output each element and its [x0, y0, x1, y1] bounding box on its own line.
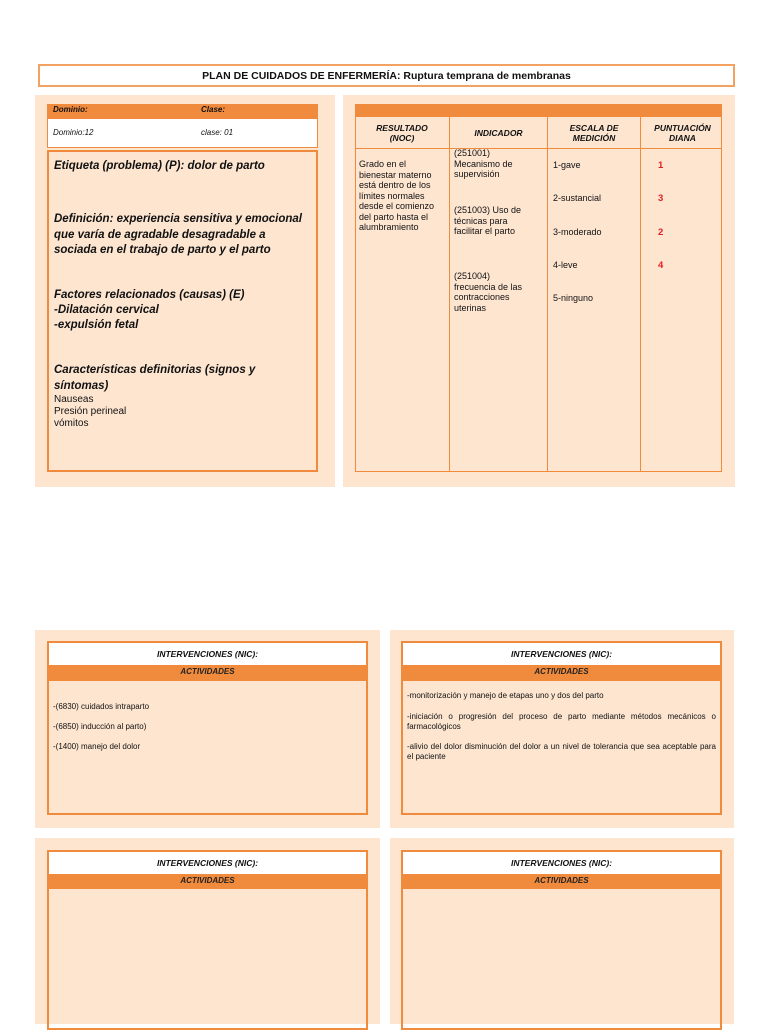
actividades-bar: ACTIVIDADES — [403, 874, 720, 889]
escala-item: 2-sustancial — [553, 193, 602, 203]
actividad-item: -(1400) manejo del dolor — [53, 742, 141, 751]
dominio-header-bar — [47, 104, 318, 118]
actividades-bar: ACTIVIDADES — [49, 874, 366, 889]
indicador-item: (251004) frecuencia de las contracciones uterinas — [454, 271, 523, 313]
actividades-bar: ACTIVIDADES — [403, 665, 720, 681]
col-divider — [640, 104, 641, 472]
puntuacion-item: 3 — [658, 193, 664, 204]
title-subject: Ruptura temprana de membranas — [403, 70, 571, 82]
header-divider — [355, 148, 722, 149]
nic-header: INTERVENCIONES (NIC): — [49, 852, 366, 874]
definicion: Definición: experiencia sensitiva y emocional que varía de agradable desagradable a sociada en el trabajo de parto y el parto — [54, 213, 302, 256]
puntuacion-item: 1 — [658, 160, 664, 171]
puntuacion-item: 4 — [658, 260, 664, 271]
dominio-row — [47, 118, 318, 148]
actividad-item: -alivio del dolor disminución del dolor a un nivel de tolerancia que sea aceptable para el paciente — [407, 742, 716, 761]
factor-item: -expulsión fetal — [54, 319, 139, 331]
escala-item: 5-ninguno — [553, 293, 594, 303]
actividad-item: -(6830) cuidados intraparto — [53, 702, 150, 711]
escala-item: 3-moderado — [553, 227, 602, 237]
dominio-label: Dominio: — [53, 105, 88, 114]
indicador-item: (251003) Uso de técnicas para facilitar el parto — [454, 205, 522, 236]
escala-item: 1-gave — [553, 160, 581, 170]
col-divider — [449, 104, 450, 472]
col-divider — [547, 104, 548, 472]
factor-item: -Dilatación cervical — [54, 304, 159, 316]
dominio-value: Dominio:12 — [53, 128, 94, 137]
title-prefix: PLAN DE CUIDADOS DE ENFERMERÍA: — [202, 70, 401, 82]
header-resultado: RESULTADO (NOC) — [376, 123, 428, 143]
noc-top-bar — [355, 104, 722, 117]
nic-header: INTERVENCIONES (NIC): — [403, 852, 720, 874]
caracteristica-item: Presión perineal — [54, 406, 127, 417]
header-indicador: INDICADOR — [474, 128, 523, 138]
caracteristicas-title: Características definitorias (signos y síntomas) — [54, 364, 256, 392]
actividad-item: -iniciación o progresión del proceso de parto mediante métodos mecánicos o farmacológicos — [407, 712, 716, 731]
header-escala: ESCALA DE MEDICIÓN — [569, 123, 619, 143]
etiqueta: Etiqueta (problema) (P): dolor de parto — [54, 160, 265, 172]
page-title — [38, 64, 735, 87]
clase-value: clase: 01 — [201, 128, 234, 137]
indicador-item: (251001) Mecanismo de supervisión — [454, 148, 513, 179]
nic-header: INTERVENCIONES (NIC): — [49, 643, 366, 665]
caracteristica-item: Nauseas — [54, 394, 94, 405]
escala-item: 4-leve — [553, 260, 578, 270]
resultado-text: Grado en el bienestar materno está dentro de los límites normales desde el comienzo del parto hasta el alumbramiento — [359, 159, 435, 232]
actividades-bar: ACTIVIDADES — [49, 665, 366, 681]
nic-header: INTERVENCIONES (NIC): — [403, 643, 720, 665]
clase-label: Clase: — [201, 105, 226, 114]
header-puntuacion: PUNTUACIÓN DIANA — [654, 123, 711, 143]
puntuacion-item: 2 — [658, 227, 664, 238]
actividad-item: -(6850) inducción al parto) — [53, 722, 147, 731]
factores-title: Factores relacionados (causas) (E) — [54, 289, 245, 301]
caracteristica-item: vómitos — [54, 418, 89, 429]
actividad-item: -monitorización y manejo de etapas uno y dos del parto — [407, 691, 604, 700]
